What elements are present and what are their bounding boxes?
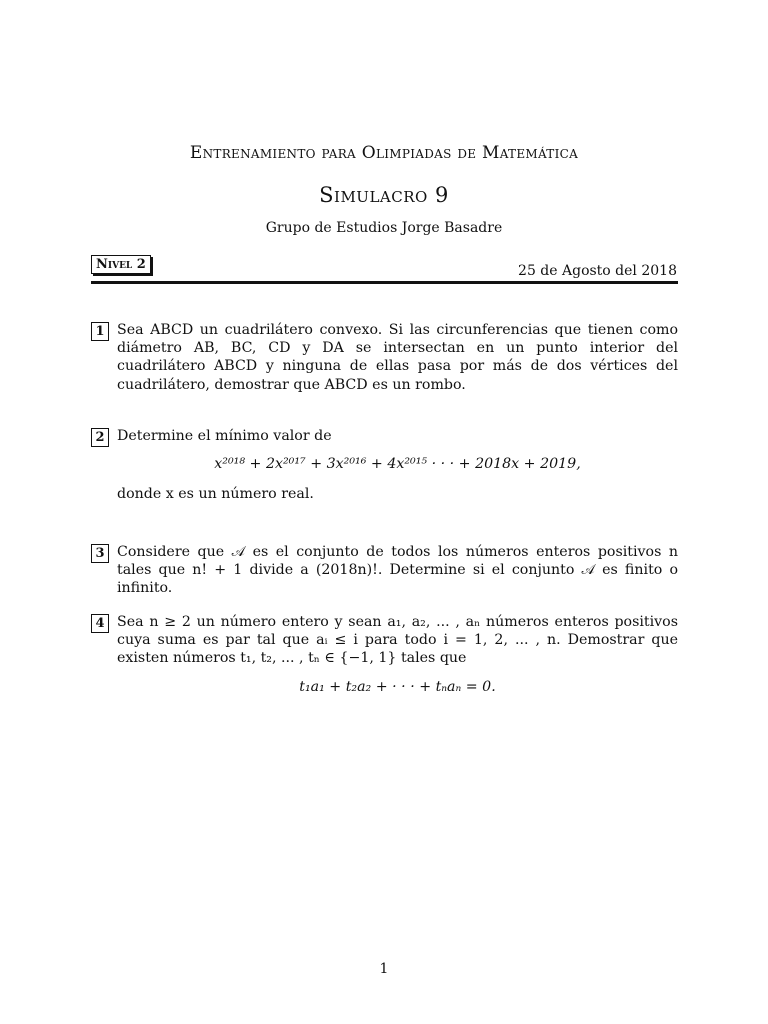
problem-number: 4	[91, 614, 109, 633]
document-date: 25 de Agosto del 2018	[518, 263, 677, 279]
problem-3	[91, 543, 678, 598]
document-subtitle: Grupo de Estudios Jorge Basadre	[265, 220, 503, 236]
document-title: Simulacro 9	[319, 183, 449, 207]
level-badge: Nivel 2	[91, 255, 151, 274]
problem-equation: x²⁰¹⁸ + 2x²⁰¹⁷ + 3x²⁰¹⁶ + 4x²⁰¹⁵ · · · + 2018x + 2019,	[214, 456, 581, 473]
problem-outro: donde x es un número real.	[117, 486, 314, 503]
document-supertitle: Entrenamiento para Olimpiadas de Matemática	[189, 143, 579, 163]
problem-text: Sea ABCD un cuadrilátero convexo. Si las circunferencias que tienen como diámetro AB, BC, CD y DA se intersectan en un punto interior del cuadrilátero ABCD y ninguna de ellas pasa por más de dos vértices del cuadrilátero, demostrar que ABCD es un rombo.	[117, 322, 678, 393]
page-number: 1	[379, 961, 389, 977]
problem-number: 2	[91, 428, 109, 447]
problem-4	[91, 613, 678, 708]
problem-intro: Determine el mínimo valor de	[117, 428, 332, 444]
problem-1	[91, 321, 678, 394]
header-rule	[91, 281, 678, 284]
problem-equation: t₁a₁ + t₂a₂ + · · · + tₙaₙ = 0.	[299, 678, 496, 695]
problem-intro: Sea n ≥ 2 un número entero y sean a₁, a₂, ... , aₙ números enteros positivos cuya suma es par tal que aᵢ ≤ i para todo i = 1, 2, ... , n. Demostrar que existen números t₁, t₂, ... , tₙ ∈ {−1, 1} tales que	[117, 614, 678, 667]
problem-number: 1	[91, 322, 109, 341]
problem-2	[91, 427, 678, 504]
problem-text: Considere que 𝒜 es el conjunto de todos los números enteros positivos n tales que n! + 1 divide a (2018n)!. Determine si el conjunto 𝒜 es finito o infinito.	[117, 544, 678, 597]
problem-number: 3	[91, 544, 109, 563]
